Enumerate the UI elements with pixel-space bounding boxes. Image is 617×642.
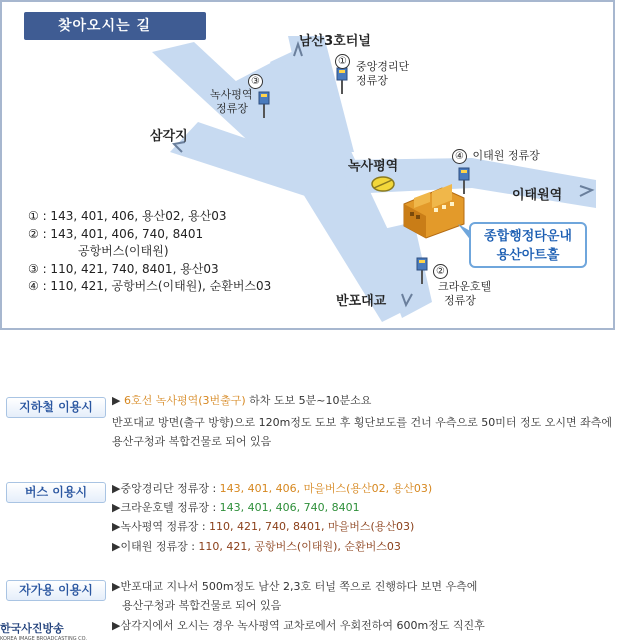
bus-row-3-prefix: ▶녹사평역 정류장 : (112, 520, 210, 533)
label-noksapyeong: 녹사평역 (348, 159, 399, 174)
bus-row-2-prefix: ▶크라운호텔 정류장 : (112, 501, 220, 514)
bus-row-4 (112, 538, 401, 556)
bus-row-4-value: 110, 421, 공항버스(이태원), 순환버스03 (198, 540, 401, 553)
bus-legend (28, 208, 271, 296)
stop-1-number: ① (335, 54, 350, 69)
stop-1-suffix: 정류장 (356, 74, 388, 87)
stop-2-number: ② (433, 264, 448, 279)
art-hall-building (404, 184, 464, 238)
car-tab-button[interactable]: 자가용 이용시 (6, 580, 106, 601)
subway-line-1-rest: 하차 도보 5분~10분소요 (245, 394, 372, 407)
legend-row: ④ : 110, 421, 공항버스(이태원), 순환버스03 (28, 279, 272, 293)
callout-line-1: 종합행정타운내 (484, 229, 572, 244)
stop-4-name: 이태원 정류장 (472, 149, 540, 162)
stop-1-label (335, 54, 352, 69)
legend-row: 공항버스(이태원) (78, 244, 169, 258)
bus-row-1 (112, 480, 432, 498)
bus-row-4-prefix: ▶이태원 정류장 : (112, 540, 199, 553)
subway-line-1-prefix: ▶ (112, 394, 121, 407)
stop-2-name: 크라운호텔 (438, 280, 492, 293)
legend-row: ③ : 110, 421, 740, 8401, 용산03 (28, 261, 219, 276)
subway-tab-button[interactable]: 지하철 이용시 (6, 397, 106, 418)
stop-4-label (452, 149, 540, 164)
stop-3-name: 녹사평역 (210, 88, 253, 101)
label-banpo-bridge: 반포대교 (336, 294, 387, 309)
stop-4-number: ④ (452, 149, 467, 164)
bus-stop-1-icon (337, 68, 347, 94)
legend-row: ② : 143, 401, 406, 740, 8401 (28, 226, 204, 241)
stop-2-label (433, 264, 450, 279)
label-tunnel: 남산3호터널 (299, 34, 371, 49)
company-logo-name: 한국사진방송 (0, 622, 64, 635)
subway-line-2: 반포대교 방면(출구 방향)으로 120m정도 도보 후 횡단보도를 건너 우측으로 50미터 정도 오시면 좌측에 (112, 416, 613, 429)
bus-row-2-value: 143, 401, 406, 740, 8401 (219, 501, 360, 514)
subway-line-3: 용산구청과 복합건물로 되어 있음 (112, 435, 272, 448)
art-hall-callout (469, 222, 587, 268)
map-header-title: 찾아오시는 길 (24, 12, 206, 40)
company-logo (0, 620, 87, 642)
car-line-2: 용산구청과 복합건물로 되어 있음 (122, 599, 282, 612)
car-line-3: ▶삼각지에서 오시는 경우 녹사평역 교차로에서 우회전하여 600m정도 직진후 (112, 619, 485, 632)
label-itaewon-station: 이태원역 (512, 188, 563, 203)
bus-row-1-prefix: ▶중앙경리단 정류장 : (112, 482, 220, 495)
company-logo-sub: KOREA IMAGE BROADCASTING CO. (0, 636, 87, 642)
stop-2-suffix: 정류장 (444, 294, 476, 307)
label-samgakji: 삼각지 (150, 129, 188, 144)
stop-1-name: 중앙경리단 (356, 60, 410, 73)
car-line-1: ▶반포대교 지나서 500m정도 남산 2,3호 터널 쪽으로 진행하다 보면 우측에 (112, 580, 478, 593)
stop-3-number: ③ (248, 74, 263, 89)
bus-tab-button[interactable]: 버스 이용시 (6, 482, 106, 503)
stop-3-label (248, 74, 265, 89)
legend-row: ① : 143, 401, 406, 용산02, 용산03 (28, 209, 227, 223)
subway-line-1 (112, 392, 371, 410)
bus-row-3 (112, 518, 414, 536)
callout-line-2: 용산아트홀 (496, 248, 560, 263)
stop-3-suffix: 정류장 (216, 102, 248, 115)
bus-row-1-value: 143, 401, 406, 마을버스(용산02, 용산03) (219, 482, 433, 495)
bus-row-2 (112, 499, 360, 517)
subway-highlight: 6호선 녹사평역(3번출구) (123, 394, 246, 407)
bus-row-3-value: 110, 421, 740, 8401, 마을버스(용산03) (209, 520, 415, 533)
